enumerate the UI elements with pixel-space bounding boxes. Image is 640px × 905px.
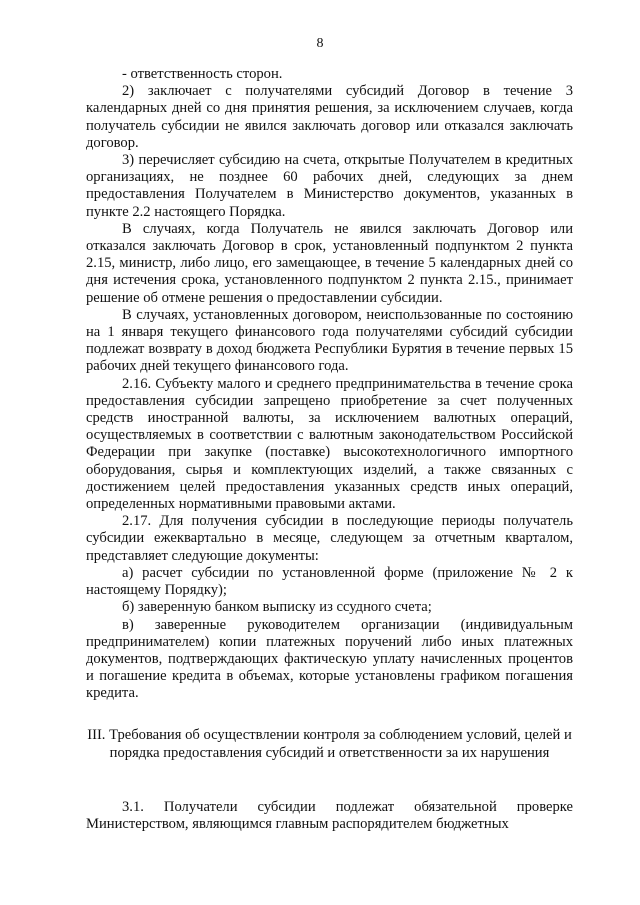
paragraph: В случаях, когда Получатель не явился заключать Договор или отказался заключать Договор в срок, установленный подпунктом 2 пункта 2.15, министр, либо лицо, его замещающее, в течение 5 календарных дней со дня истечения срока, установленного подпунктом 2 пункта 2.15., принимает решение об отмене решения о предоставлении субсидии. (86, 220, 573, 306)
paragraph: 2) заключает с получателями субсидий Договор в течение 3 календарных дней со дня принятия решения, за исключением случаев, когда получатель субсидии не явился заключать договор или отказался заключать договор. (86, 83, 573, 151)
paragraph: в) заверенные руководителем организации (индивидуальным предпринимателем) копии платежных поручений либо иных платежных документов, подтверждающих фактическую уплату начисленных процентов и погашение кредита в объемах, которые установлены графиком погашения кредита. (86, 616, 573, 702)
paragraph: б) заверенную банком выписку из ссудного счета; (122, 599, 432, 616)
paragraph: В случаях, установленных договором, неиспользованные по состоянию на 1 января текущего финансового года получателями субсидий субсидии подлежат возврату в доход бюджета Республики Бурятия в течение первых 15 рабочих дней текущего финансового года. (86, 306, 573, 375)
paragraph: 2.17. Для получения субсидии в последующие периоды получатель субсидии ежеквартально в месяце, следующем за отчетным кварталом, представляет следующие документы: (86, 513, 573, 564)
paragraph: - ответственность сторон. (122, 66, 283, 82)
paragraph: а) расчет субсидии по установленной форме (приложение № 2 к настоящему Порядку); (86, 564, 573, 599)
section-body (86, 799, 573, 833)
paragraph: 3.1. Получатели субсидии подлежат обязательной проверке Министерством, являющимся главным распорядителем бюджетных (86, 799, 573, 833)
document-body (86, 66, 573, 703)
paragraph: 3) перечисляет субсидию на счета, открытые Получателем в кредитных организациях, не позднее 60 рабочих дней, следующих за днем предоставления Получателем в Министерство документов, указанных в пункте 2.2 настоящего Порядка. (86, 152, 573, 220)
page-number: 8 (316, 36, 324, 51)
paragraph: 2.16. Субъекту малого и среднего предпринимательства в течение срока предоставления субсидии запрещено приобретение за счет полученных средств иностранной валюты, за исключением валютных операций, осуществляемых в соответствии с валютным законодательством Российской Федерации при закупке (поставке) высокотехнологичного импортного оборудования, сырья и комплектующих изделий, а также связанных с достижением целей предоставления указанных средств иных операций, определенных нормативными правовыми актами. (86, 375, 573, 513)
section-heading: III. Требования об осуществлении контроля за соблюдением условий, целей и порядка предоставления субсидий и ответственности за их нарушения (87, 727, 572, 761)
